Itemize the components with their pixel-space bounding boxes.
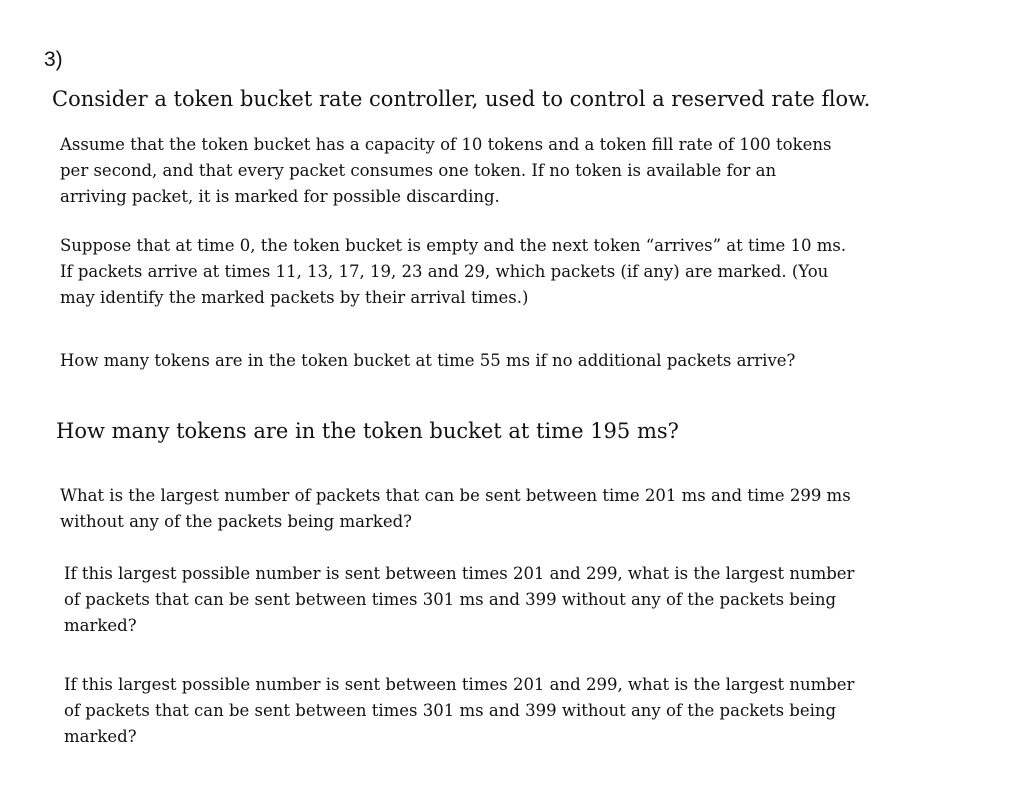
paragraph-line: If this largest possible number is sent between times 201 and 299, what is the largest number [64,675,855,694]
paragraph-line: without any of the packets being marked? [60,512,413,531]
paragraph-line: If packets arrive at times 11, 13, 17, 19, 23 and 29, which packets (if any) are marked. (You [60,262,829,281]
scenario-paragraph [60,233,846,311]
assumptions-paragraph [60,132,831,210]
paragraph-line: What is the largest number of packets that can be sent between time 201 ms and time 299 ms [60,486,851,505]
question-tokens-55ms [60,348,795,374]
question-heading: Consider a token bucket rate controller, used to control a reserved rate flow. [52,87,871,111]
paragraph-line: How many tokens are in the token bucket at time 55 ms if no additional packets arrive? [60,351,796,370]
question-largest-packets-301-399-first [64,561,854,639]
paragraph-line: marked? [64,727,137,746]
question-number: 3) [44,48,63,71]
paragraph-line: arriving packet, it is marked for possible discarding. [60,187,500,206]
paragraph-line: may identify the marked packets by their arrival times.) [60,288,529,307]
paragraph-line: of packets that can be sent between times 301 ms and 399 without any of the packets being [64,590,837,609]
paragraph-line: marked? [64,616,137,635]
paragraph-line: Suppose that at time 0, the token bucket is empty and the next token “arrives” at time 10 ms. [60,236,847,255]
paragraph-line: per second, and that every packet consumes one token. If no token is available for an [60,161,777,180]
paragraph-line: If this largest possible number is sent between times 201 and 299, what is the largest number [64,564,855,583]
paragraph-line: How many tokens are in the token bucket at time 195 ms? [56,419,679,443]
question-largest-packets-201-299 [60,483,851,535]
paragraph-line: Assume that the token bucket has a capacity of 10 tokens and a token fill rate of 100 tokens [60,135,832,154]
paragraph-line: of packets that can be sent between times 301 ms and 399 without any of the packets being [64,701,837,720]
question-largest-packets-301-399-second [64,672,854,750]
question-tokens-195ms [56,416,679,446]
